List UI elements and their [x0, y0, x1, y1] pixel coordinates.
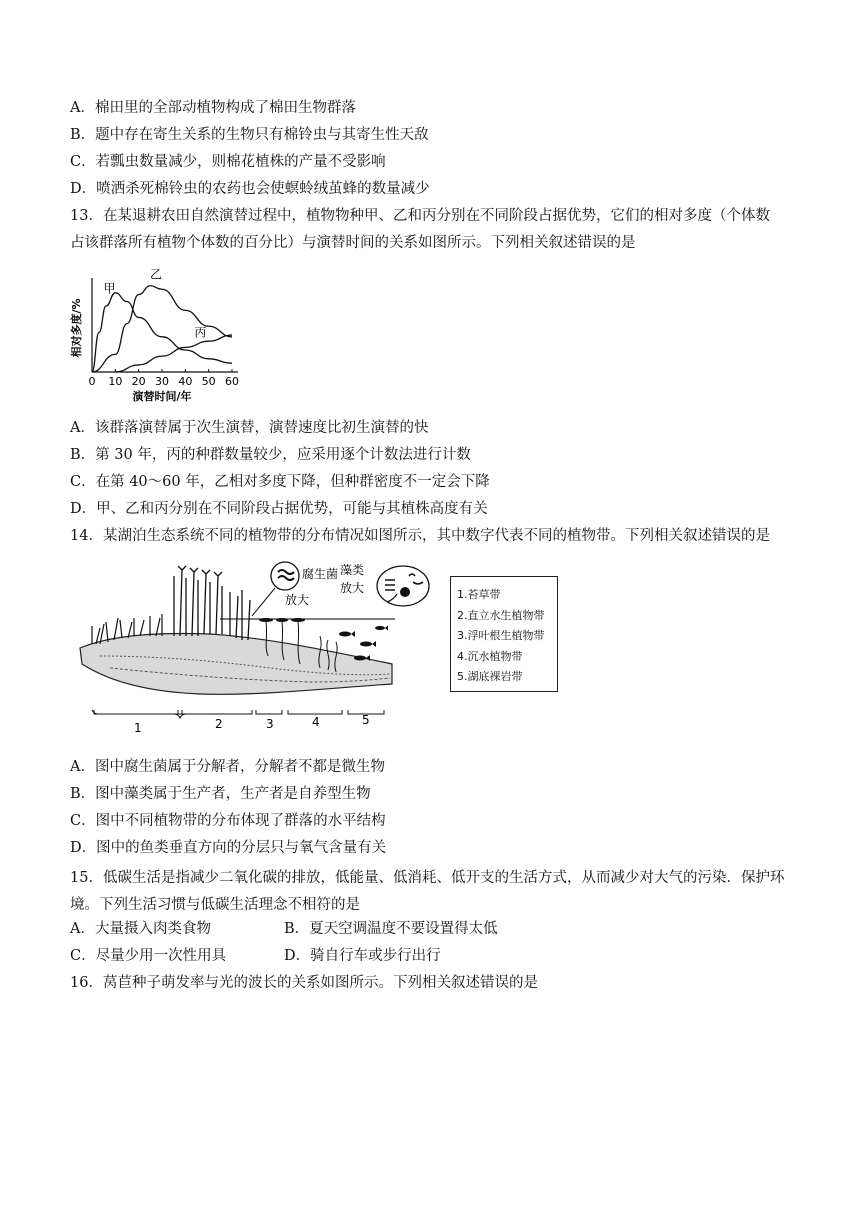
zone-number-4: 4 — [312, 715, 320, 729]
q13-option-d: D．甲、乙和丙分别在不同阶段占据优势，可能与其植株高度有关 — [70, 501, 488, 517]
q12-option-d: D．喷洒杀死棉铃虫的农药也会使螟蛉绒茧蜂的数量减少 — [70, 181, 430, 197]
algae-zoom-circle — [375, 562, 435, 622]
x-tick-label: 10 — [108, 375, 123, 388]
series-label: 乙 — [150, 268, 163, 282]
fungi-label: 腐生菌 — [302, 567, 339, 581]
chart-lines — [92, 286, 232, 372]
legend-item-2: 2.直立水生植物带 — [457, 608, 545, 622]
q13-stem-line1: 13．在某退耕农田自然演替过程中，植物物种甲、乙和丙分别在不同阶段占据优势，它们的相对多度（个体数 — [70, 208, 770, 224]
reed-plants — [174, 566, 250, 640]
series-line — [115, 335, 232, 372]
q13-option-b: B．第 30 年，丙的种群数量较少，应采用逐个计数法进行计数 — [70, 447, 471, 463]
zone-number-5: 5 — [362, 713, 370, 727]
legend-item-4: 4.沉水植物带 — [457, 649, 523, 663]
chart-labels — [70, 268, 239, 403]
x-tick-label: 0 — [88, 375, 96, 388]
fungi-zoom-label: 放大 — [285, 593, 310, 607]
zone-number-2: 2 — [215, 717, 223, 731]
q13-option-c: C．在第 40～60 年，乙相对多度下降，但种群密度不一定会下降 — [70, 474, 490, 490]
y-axis-label: 相对多度/% — [70, 298, 83, 358]
algae-label: 藻类 — [340, 563, 365, 577]
zone-number-1: 1 — [134, 721, 142, 735]
q13-stem-line2: 占该群落所有植物个体数的百分比）与演替时间的关系如图所示。下列相关叙述错误的是 — [70, 235, 636, 251]
lake-zone-diagram — [70, 556, 400, 736]
algae-zoom-label: 放大 — [340, 581, 365, 595]
x-axis-label: 演替时间/年 — [132, 390, 192, 403]
legend-item-1: 1.苔草带 — [457, 588, 501, 601]
q13-option-a: A．该群落演替属于次生演替，演替速度比初生演替的快 — [70, 420, 429, 436]
x-tick-label: 60 — [225, 375, 239, 388]
q14-option-b: B．图中藻类属于生产者，生产者是自养型生物 — [70, 786, 371, 802]
q16-stem: 16．莴苣种子萌发率与光的波长的关系如图所示。下列相关叙述错误的是 — [70, 975, 538, 991]
floating-leaves — [259, 618, 305, 622]
legend-item-5: 5.湖底裸岩带 — [457, 670, 523, 683]
zone-number-3: 3 — [266, 717, 274, 731]
x-tick-label: 20 — [131, 375, 146, 388]
q12-option-a: A．棉田里的全部动植物构成了棉田生物群落 — [70, 100, 356, 116]
series-label: 丙 — [194, 325, 207, 340]
x-tick-label: 50 — [201, 375, 216, 388]
plant-zone-legend — [450, 576, 558, 692]
x-tick-label: 40 — [178, 375, 193, 388]
x-tick-label: 30 — [155, 375, 169, 388]
q14-option-c: C．图中不同植物带的分布体现了群落的水平结构 — [70, 813, 386, 829]
series-line — [92, 293, 232, 372]
q14-stem: 14．某湖泊生态系统不同的植物带的分布情况如图所示，其中数字代表不同的植物带。下列相关叙述错误的是 — [70, 528, 770, 544]
q12-option-c: C．若瓢虫数量减少，则棉花植株的产量不受影响 — [70, 154, 386, 170]
q15-option-d: D．骑自行车或步行出行 — [284, 948, 441, 964]
zone-brackets — [92, 710, 384, 718]
legend-item-3: 3.浮叶根生植物带 — [457, 629, 545, 642]
q15-stem: 15．低碳生活是指减少二氧化碳的排放，低能量、低消耗、低开支的生活方式，从而减少对大气的污染．保护环境。下列生活习惯与低碳生活理念不相符的是 — [70, 870, 785, 913]
q12-option-b: B．题中存在寄生关系的生物只有棉铃虫与其寄生性天敌 — [70, 127, 429, 143]
q14-option-d: D．图中的鱼类垂直方向的分层只与氧气含量有关 — [70, 840, 387, 856]
q14-option-a: A．图中腐生菌属于分解者，分解者不都是微生物 — [70, 759, 385, 775]
q15-option-c: C．尽量少用一次性用具 — [70, 948, 227, 964]
q15-option-a: A．大量摄入肉类食物 — [70, 921, 211, 937]
series-label: 甲 — [103, 281, 116, 296]
q15-option-b: B．夏天空调温度不要设置得太低 — [284, 921, 498, 937]
succession-chart — [70, 268, 260, 408]
